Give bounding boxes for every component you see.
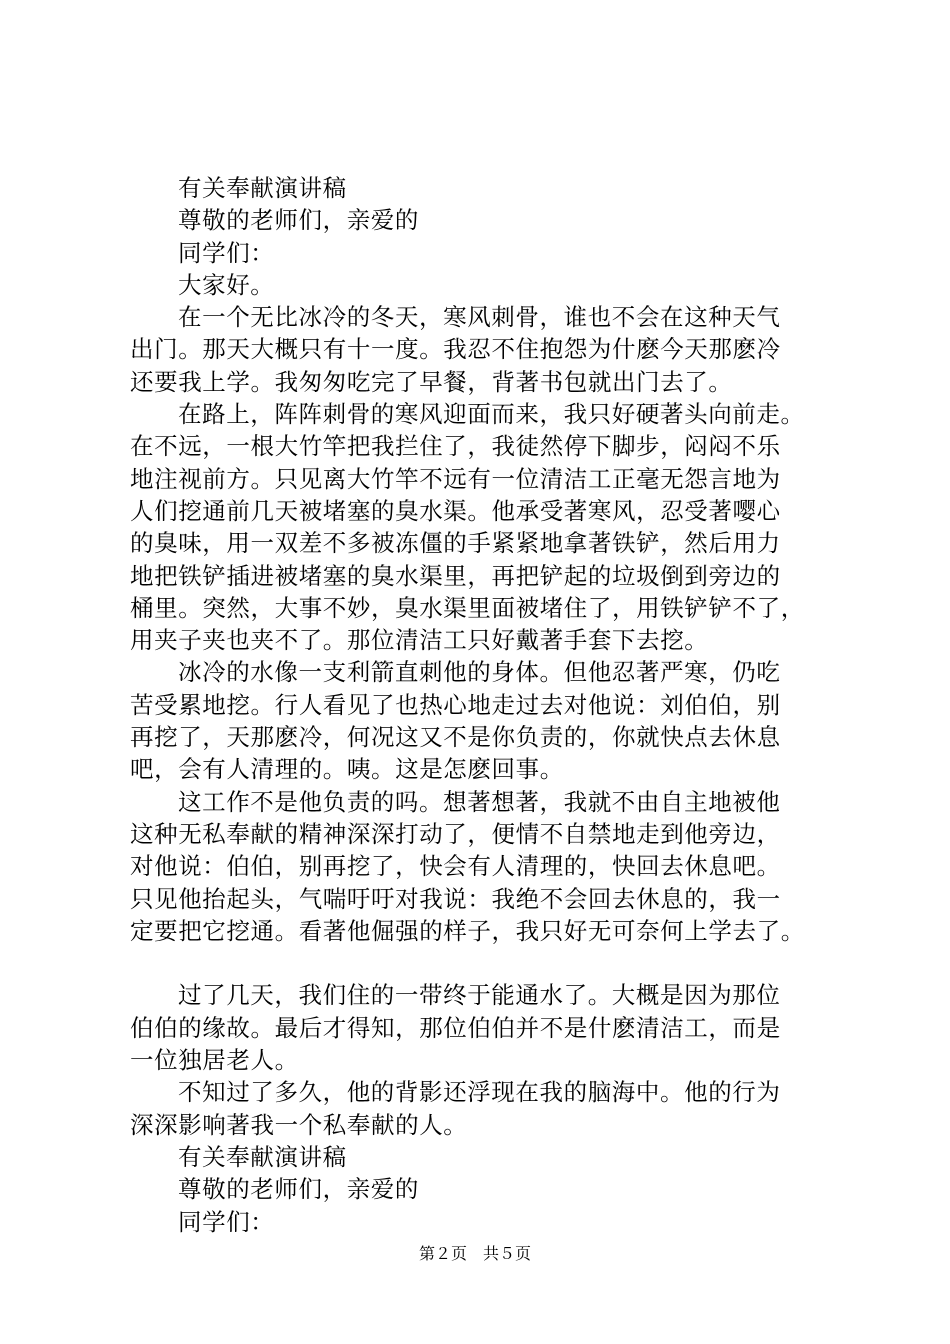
text-line: 深深影响著我一个私奉献的人。 bbox=[130, 1110, 468, 1139]
text-line: 还要我上学。我匆匆吃完了早餐，背著书包就出门去了。 bbox=[130, 367, 733, 396]
page-footer: 第２页 共５页 bbox=[418, 1244, 531, 1263]
text-line: 桶里。突然，大事不妙，臭水渠里面被堵住了，用铁铲铲不了， bbox=[130, 593, 805, 622]
text-line: 伯伯的缘故。最后才得知，那位伯伯并不是什麽清洁工，而是 bbox=[130, 1013, 781, 1042]
text-line: 对他说：伯伯，别再挖了，快会有人清理的，快回去休息吧。 bbox=[130, 852, 781, 881]
text-line: 的臭味，用一双差不多被冻僵的手紧紧地拿著铁铲，然后用力 bbox=[130, 529, 781, 558]
text-line: 过了几天，我们住的一带终于能通水了。大概是因为那位 bbox=[178, 981, 781, 1010]
text-line: 定要把它挖通。看著他倔强的样子，我只好无可奈何上学去了。 bbox=[130, 916, 805, 945]
text-line: 再挖了，天那麽冷，何况这又不是你负责的，你就快点去休息 bbox=[130, 723, 781, 752]
text-line: 地把铁铲插进被堵塞的臭水渠里，再把铲起的垃圾倒到旁边的 bbox=[130, 561, 781, 590]
text-line bbox=[130, 947, 845, 979]
text-line: 用夹子夹也夹不了。那位清洁工只好戴著手套下去挖。 bbox=[130, 626, 709, 655]
text-line: 这工作不是他负责的吗。想著想著，我就不由自主地被他 bbox=[178, 787, 781, 816]
text-line: 同学们： bbox=[178, 1207, 275, 1236]
text-line: 有关奉献演讲稿 bbox=[178, 174, 347, 202]
text-line: 这种无私奉献的精神深深打动了，便情不自禁地走到他旁边， bbox=[130, 819, 781, 848]
text-line: 地注视前方。只见离大竹竿不远有一位清洁工正毫无怨言地为 bbox=[130, 464, 781, 493]
text-line: 苦受累地挖。行人看见了也热心地走过去对他说：刘伯伯，别 bbox=[130, 690, 781, 719]
text-line: 出门。那天大概只有十一度。我忍不住抱怨为什麽今天那麽冷 bbox=[130, 335, 781, 364]
text-line: 人们挖通前几天被堵塞的臭水渠。他承受著寒风，忍受著嘤心 bbox=[130, 496, 781, 525]
text-line: 在一个无比冰冷的冬天，寒风刺骨，谁也不会在这种天气 bbox=[178, 303, 781, 332]
text-line: 尊敬的老师们，亲爱的 bbox=[178, 206, 419, 235]
text-line: 只见他抬起头，气喘吁吁对我说：我绝不会回去休息的，我一 bbox=[130, 884, 781, 913]
text-line: 有关奉献演讲稿 bbox=[178, 1142, 347, 1171]
text-line: 大家好。 bbox=[178, 270, 275, 299]
text-line: 在路上，阵阵刺骨的寒风迎面而来，我只好硬著头向前走。 bbox=[178, 400, 805, 429]
text-line: 一位独居老人。 bbox=[130, 1046, 299, 1075]
text-line: 尊敬的老师们，亲爱的 bbox=[178, 1175, 419, 1204]
document-body bbox=[130, 172, 845, 1238]
text-line: 吧，会有人清理的。咦。这是怎麽回事。 bbox=[130, 755, 564, 784]
text-line: 冰冷的水像一支利箭直刺他的身体。但他忍著严寒，仍吃 bbox=[178, 658, 781, 687]
text-line: 不知过了多久，他的背影还浮现在我的脑海中。他的行为 bbox=[178, 1078, 781, 1107]
text-line: 同学们： bbox=[178, 238, 275, 267]
text-line: 在不远，一根大竹竿把我拦住了，我徒然停下脚步，闷闷不乐 bbox=[130, 432, 781, 461]
